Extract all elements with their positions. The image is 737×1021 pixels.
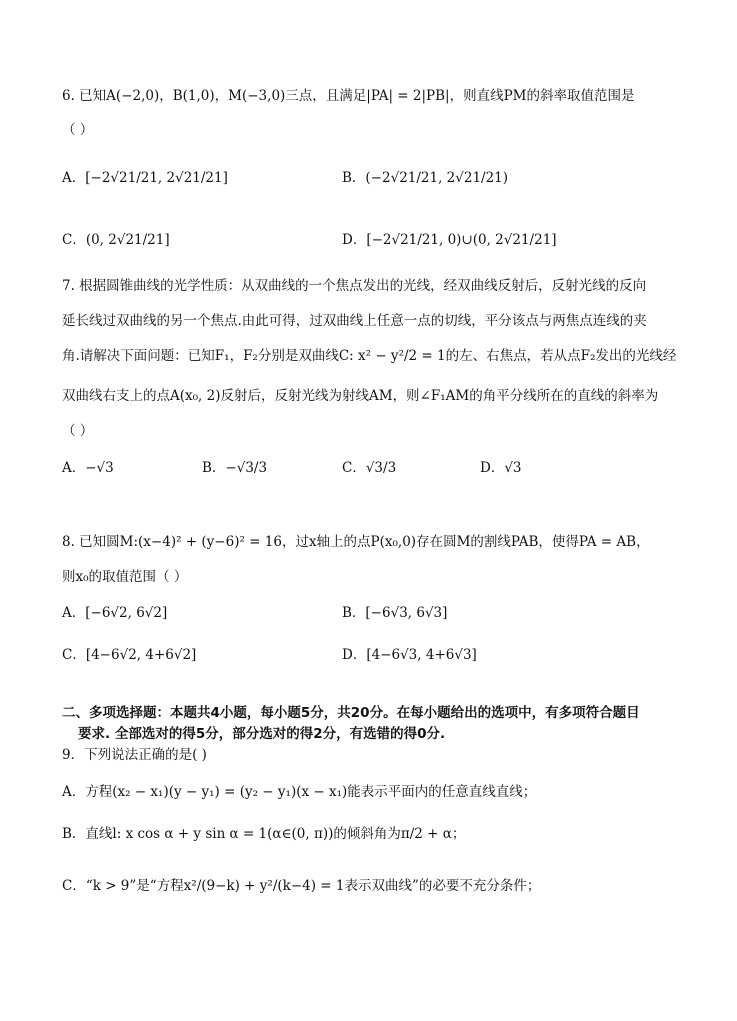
q6-answer-paren: （ ）	[62, 122, 94, 138]
q7-line-4: 双曲线右支上的点A(x₀, 2)反射后，反射光线为射线AM，则∠F₁AM的角平分线所在的直线的斜率为	[62, 388, 659, 404]
q9-option-b: B．直线l: x cos α + y sin α = 1(α∈(0, π))的倾斜角为π/2 + α；	[62, 826, 466, 842]
q7-answer-paren: （ ）	[62, 423, 94, 439]
q7-option-a: A．−√3	[62, 460, 114, 476]
q6-stem: 6. 已知A(−2,0)，B(1,0)，M(−3,0)三点，且满足|PA| = 2|PB|，则直线PM的斜率取值范围是	[62, 88, 635, 104]
q7-option-c: C．√3/3	[342, 460, 397, 476]
q8-option-b: B．[−6√3, 6√3]	[342, 605, 448, 621]
section2-heading-line-2: 要求. 全部选对的得5分，部分选对的得2分，有选错的得0分.	[78, 726, 446, 742]
q9-stem: 9．下列说法正确的是( )	[62, 747, 207, 763]
q7-line-2: 延长线过双曲线的另一个焦点.由此可得，过双曲线上任意一点的切线，平分该点与两焦点连线的夹	[62, 313, 647, 329]
q8-line-1: 8. 已知圆M:(x−4)² + (y−6)² = 16，过x轴上的点P(x₀,0)存在圆M的割线PAB，使得PA = AB，	[62, 534, 650, 550]
q7-line-3: 角.请解决下面问题：已知F₁，F₂分别是双曲线C: x² − y²/2 = 1的左、右焦点，若从点F₂发出的光线经	[62, 348, 677, 364]
q8-option-d: D．[4−6√3, 4+6√3]	[342, 647, 477, 663]
q7-option-b: B．−√3/3	[202, 460, 268, 476]
q8-option-c: C．[4−6√2, 4+6√2]	[62, 647, 197, 663]
q6-option-a: A．[−2√21/21, 2√21/21]	[62, 170, 228, 186]
section2-heading-line-1: 二、多项选择题：本题共4小题，每小题5分，共20分。在每小题给出的选项中，有多项符合题目	[62, 705, 640, 721]
q8-option-a: A．[−6√2, 6√2]	[62, 605, 168, 621]
q6-option-d: D．[−2√21/21, 0)∪(0, 2√21/21]	[342, 232, 557, 248]
q9-option-c: C．“k > 9”是“方程x²/(9−k) + y²/(k−4) = 1表示双曲线”的必要不充分条件；	[62, 878, 541, 894]
q8-line-2: 则x₀的取值范围（ ）	[62, 569, 188, 585]
q7-option-d: D．√3	[480, 460, 522, 476]
q6-option-b: B．(−2√21/21, 2√21/21)	[342, 170, 509, 186]
q9-option-a: A．方程(x₂ − x₁)(y − y₁) = (y₂ − y₁)(x − x₁)能表示平面内的任意直线直线；	[62, 784, 537, 800]
q7-line-1: 7. 根据圆锥曲线的光学性质：从双曲线的一个焦点发出的光线，经双曲线反射后，反射光线的反向	[62, 278, 647, 294]
q6-option-c: C．(0, 2√21/21]	[62, 232, 170, 248]
